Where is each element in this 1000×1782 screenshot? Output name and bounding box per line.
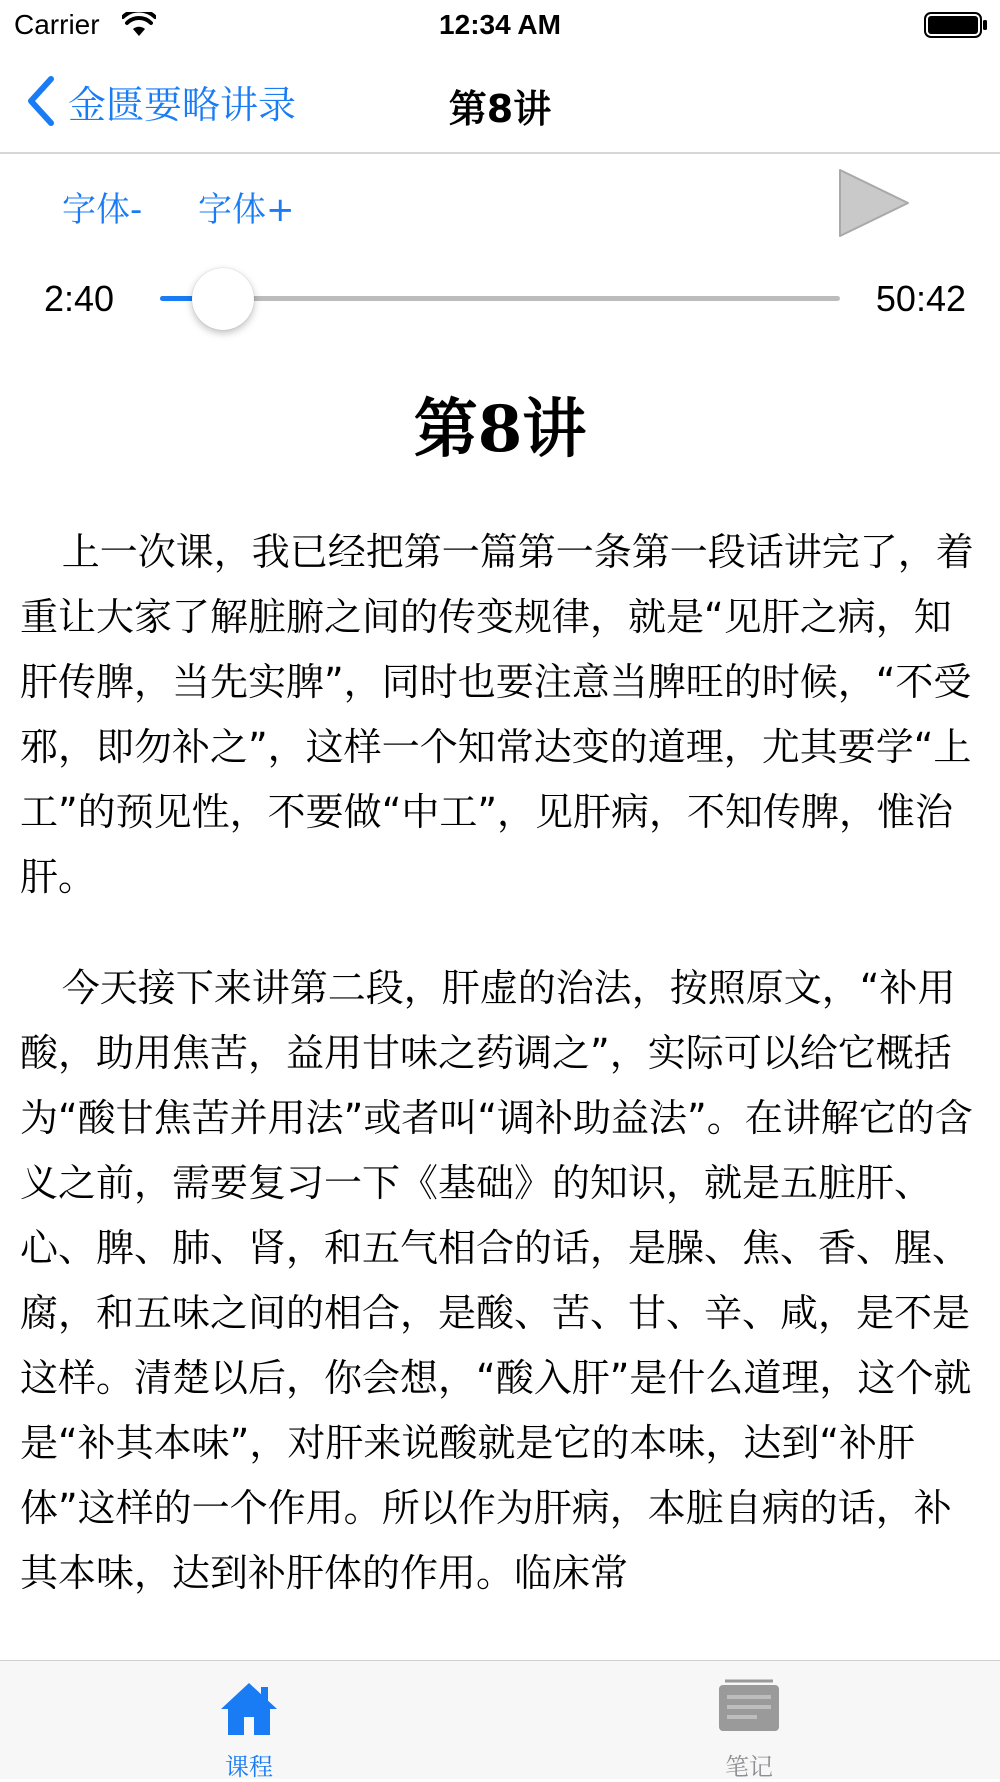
notes-icon xyxy=(717,1679,781,1737)
elapsed-time: 2:40 xyxy=(44,278,115,319)
nav-title: 第8讲 xyxy=(448,87,552,131)
font-increase-button[interactable]: 字体+ xyxy=(198,190,295,230)
progress-slider[interactable] xyxy=(160,268,840,328)
total-time: 50:42 xyxy=(875,278,966,319)
article-paragraph: 今天接下来讲第二段，肝虚的治法，按照原文，“补用酸，助用焦苦，益用甘味之药调之”，实际可以给它概括为“酸甘焦苦并用法”或者叫“调补助益法”。在讲解它的含义之前，需要复习一下《基础》的知识，就是五脏肝、心、脾、肺、肾，和五气相合的话，是臊、焦、香、腥、腐，和五味之间的相合，是酸、苦、甘、辛、咸，是不是这样。清楚以后，你会想，“酸入肝”是什么道理，这个就是“补其本味”，对肝来说酸就是它的本味，达到“补肝体”这样的一个作用。所以作为肝病，本脏自病的话，补其本味，达到补肝体的作用。临床常 xyxy=(20,966,973,1595)
article-body xyxy=(20,520,980,1652)
font-decrease-button[interactable]: 字体- xyxy=(62,190,143,230)
status-bar xyxy=(0,0,1000,50)
slider-thumb[interactable] xyxy=(192,268,254,330)
tab-notes[interactable] xyxy=(649,1661,849,1779)
tab-bar xyxy=(0,1660,1000,1779)
article-paragraph: 上一次课，我已经把第一篇第一条第一段话讲完了，着重让大家了解脏腑之间的传变规律，就是“见肝之病，知肝传脾，当先实脾”，同时也要注意当脾旺的时候，“不受邪，即勿补之”，这样一个知常达变的道理，尤其要学“上工”的预见性，不要做“中工”，见肝病，不知传脾，惟治肝。 xyxy=(20,530,974,899)
navigation-bar xyxy=(0,50,1000,154)
article-title: 第8讲 xyxy=(413,392,587,467)
tab-course[interactable] xyxy=(149,1661,349,1779)
play-icon[interactable] xyxy=(836,168,912,238)
back-button-label: 金匮要略讲录 xyxy=(68,82,297,127)
home-icon xyxy=(217,1679,281,1737)
battery-icon xyxy=(924,12,988,38)
tab-notes-label: 笔记 xyxy=(725,1753,773,1781)
slider-track xyxy=(160,296,840,301)
tab-course-label: 课程 xyxy=(225,1753,273,1781)
status-time: 12:34 AM xyxy=(439,9,561,40)
carrier-label: Carrier xyxy=(14,9,100,40)
